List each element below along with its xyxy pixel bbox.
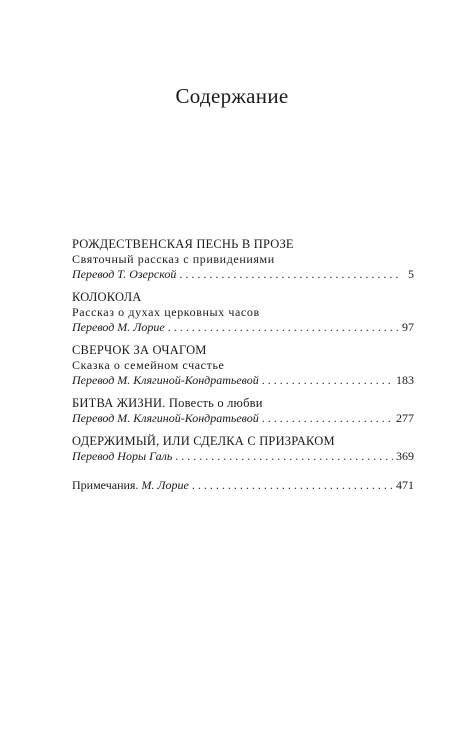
toc-entry-battle-of-life[interactable]: [72, 395, 414, 426]
translator-label: Перевод Норы Галь: [72, 449, 173, 463]
translator-label: Перевод М. Клягиной-Кондратьевой: [72, 411, 259, 425]
translator-label: Перевод М. Клягиной-Кондратьевой: [72, 373, 259, 387]
translator-label: Перевод Т. Озерской: [72, 267, 177, 281]
toc-line: [72, 267, 414, 282]
dot-leader: [262, 411, 393, 426]
dot-leader: [192, 478, 393, 493]
toc-entry-haunted-man[interactable]: [72, 433, 414, 464]
dot-leader: [179, 267, 401, 282]
entry-subtitle: Сказка о семейном счастье: [72, 358, 225, 372]
entry-title: БИТВА ЖИЗНИ. Повесть о любви: [72, 396, 263, 410]
toc-entry-christmas-carol[interactable]: [72, 236, 414, 282]
toc-line: [72, 478, 414, 493]
entry-title: КОЛОКОЛА: [72, 290, 142, 304]
page-number: 277: [396, 411, 414, 425]
notes-label-group: [72, 478, 189, 493]
table-of-contents: [72, 236, 414, 500]
dot-leader: [175, 449, 393, 464]
page-number: 183: [396, 373, 414, 387]
toc-entry-chimes[interactable]: [72, 289, 414, 335]
notes-author: М. Лорие: [141, 478, 189, 492]
page-title: Содержание: [175, 84, 289, 108]
toc-line: [72, 449, 414, 464]
entry-subtitle: Рассказ о духах церковных часов: [72, 305, 260, 319]
dot-leader: [168, 320, 399, 335]
toc-entry-cricket-on-the-hearth[interactable]: [72, 342, 414, 388]
toc-line: [72, 373, 414, 388]
page-number: 5: [408, 267, 414, 281]
toc-line: [72, 320, 414, 335]
page-number: 97: [402, 320, 414, 334]
toc-line: [72, 411, 414, 426]
dot-leader: [262, 373, 393, 388]
page-number: 369: [396, 449, 414, 463]
entry-subtitle: Святочный рассказ с привидениями: [72, 252, 275, 266]
notes-label: Примечания.: [72, 478, 139, 492]
entry-title: РОЖДЕСТВЕНСКАЯ ПЕСНЬ В ПРОЗЕ: [72, 237, 294, 251]
page-number: 471: [396, 478, 414, 492]
entry-title: ОДЕРЖИМЫЙ, ИЛИ СДЕЛКА С ПРИЗРАКОМ: [72, 434, 335, 448]
entry-title: СВЕРЧОК ЗА ОЧАГОМ: [72, 343, 207, 357]
toc-entry-notes[interactable]: [72, 478, 414, 493]
translator-label: Перевод М. Лорие: [72, 320, 165, 334]
